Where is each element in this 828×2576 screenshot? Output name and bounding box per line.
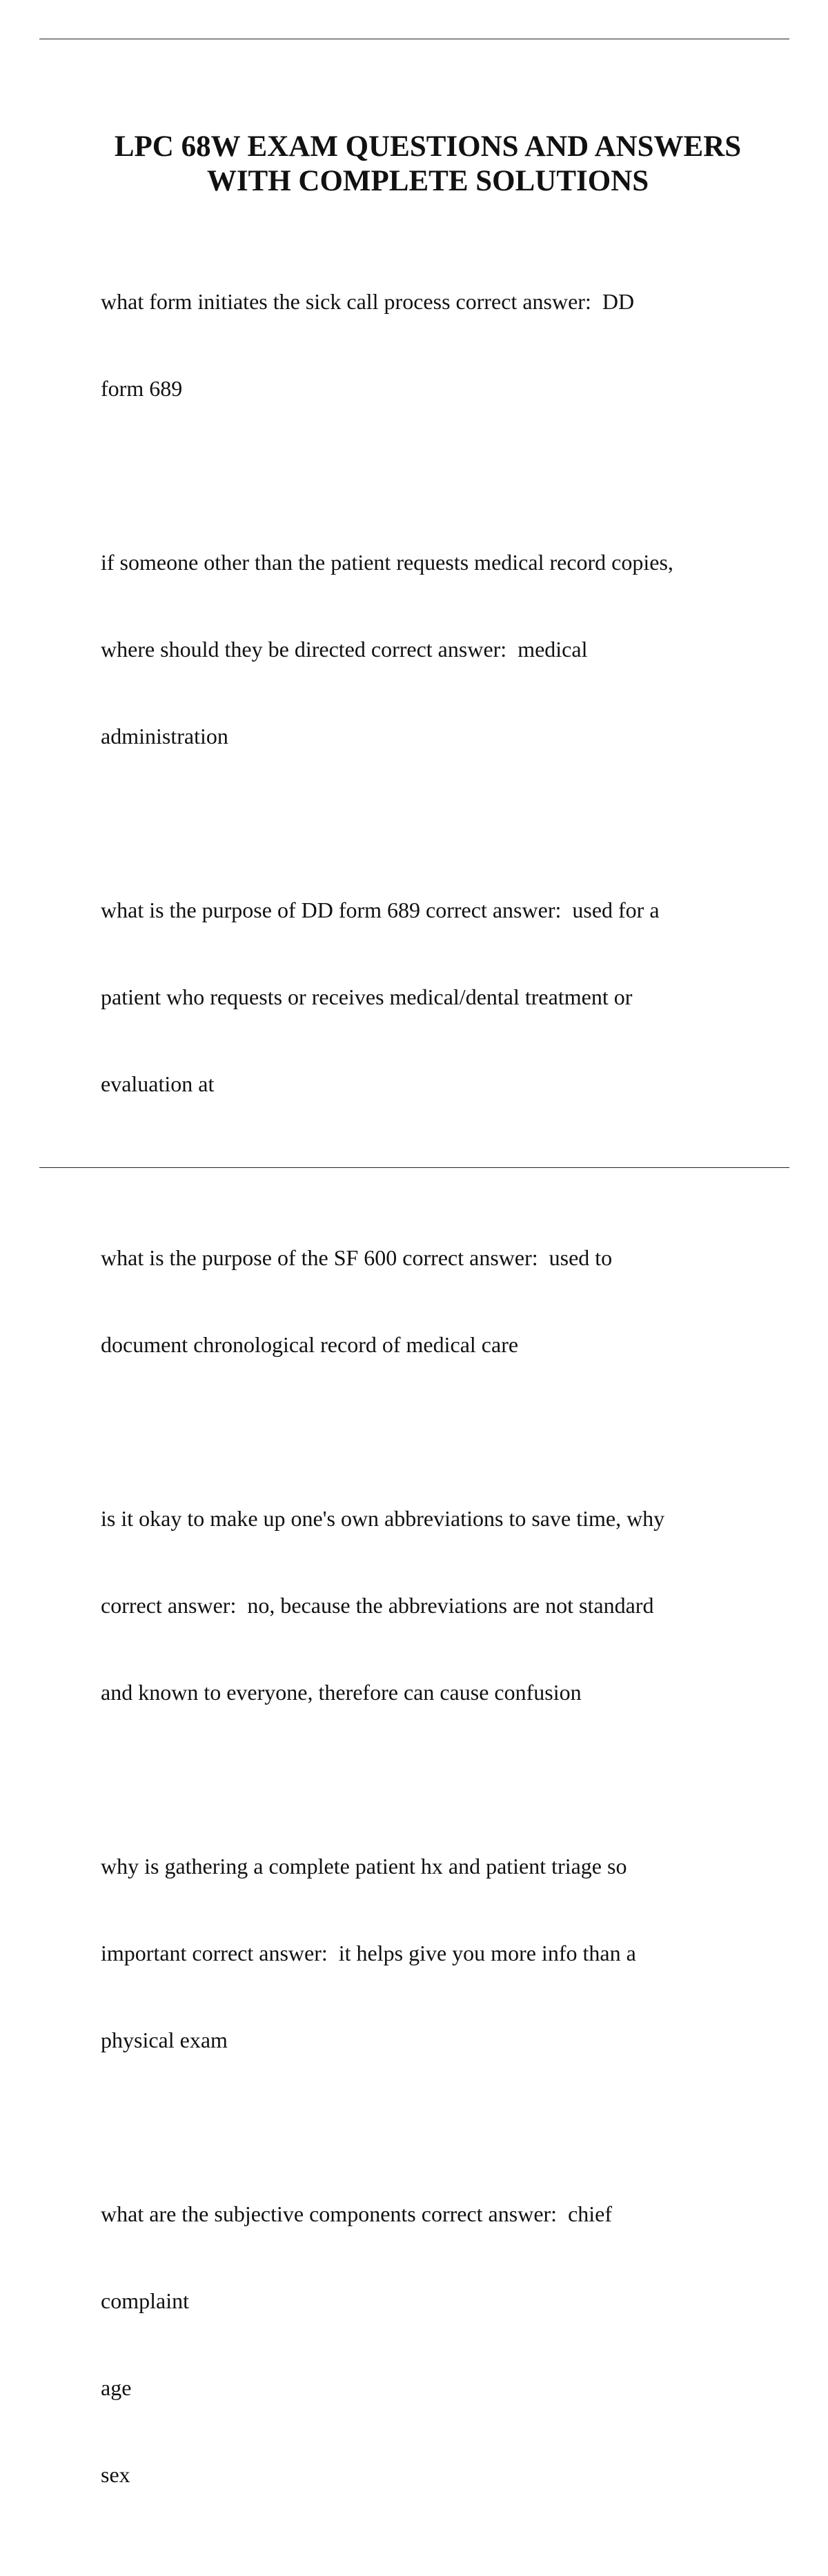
- qa-line: complaint: [101, 2288, 189, 2313]
- qa-line: correct answer: no, because the abbreviations are not standard: [101, 1593, 654, 1618]
- qa-item: [101, 838, 791, 1156]
- qa-line: if someone other than the patient requests medical record copies,: [101, 550, 673, 575]
- page-title: [55, 130, 800, 199]
- qa-line: sex: [101, 2462, 130, 2487]
- qa-item: [101, 1185, 791, 1417]
- qa-line: where should they be directed correct answer: medical: [101, 637, 588, 662]
- qa-line: administration: [101, 724, 228, 749]
- title-line: WITH COMPLETE SOLUTIONS: [206, 165, 649, 197]
- qa-line: evaluation at: [101, 1071, 215, 1096]
- qa-line: what form initiates the sick call process correct answer: DD: [101, 289, 635, 314]
- qa-line: what are the subjective components correct answer: chief: [101, 2201, 613, 2226]
- qa-item: [101, 1446, 791, 1765]
- qa-item: [101, 490, 791, 809]
- qa-line: document chronological record of medical care: [101, 1332, 519, 1357]
- qa-line: and known to everyone, therefore can cause confusion: [101, 1680, 582, 1705]
- qa-item: [101, 2141, 791, 2547]
- qa-item: [101, 229, 791, 461]
- qa-line: why is gathering a complete patient hx and patient triage so: [101, 1854, 627, 1879]
- qa-line: is it okay to make up one's own abbreviations to save time, why: [101, 1506, 665, 1531]
- bottom-divider: [39, 1167, 789, 1168]
- title-line: LPC 68W EXAM QUESTIONS AND ANSWERS: [114, 130, 742, 163]
- qa-line: physical exam: [101, 2028, 228, 2052]
- qa-list: [101, 229, 791, 2576]
- qa-line: important correct answer: it helps give you more info than a: [101, 1941, 636, 1965]
- qa-line: form 689: [101, 376, 183, 401]
- qa-line: what is the purpose of the SF 600 correct answer: used to: [101, 1245, 613, 1270]
- qa-line: age: [101, 2375, 132, 2400]
- qa-line: patient who requests or receives medical/dental treatment or: [101, 984, 633, 1009]
- qa-line: what is the purpose of DD form 689 correct answer: used for a: [101, 898, 660, 922]
- qa-item: [101, 1794, 791, 2112]
